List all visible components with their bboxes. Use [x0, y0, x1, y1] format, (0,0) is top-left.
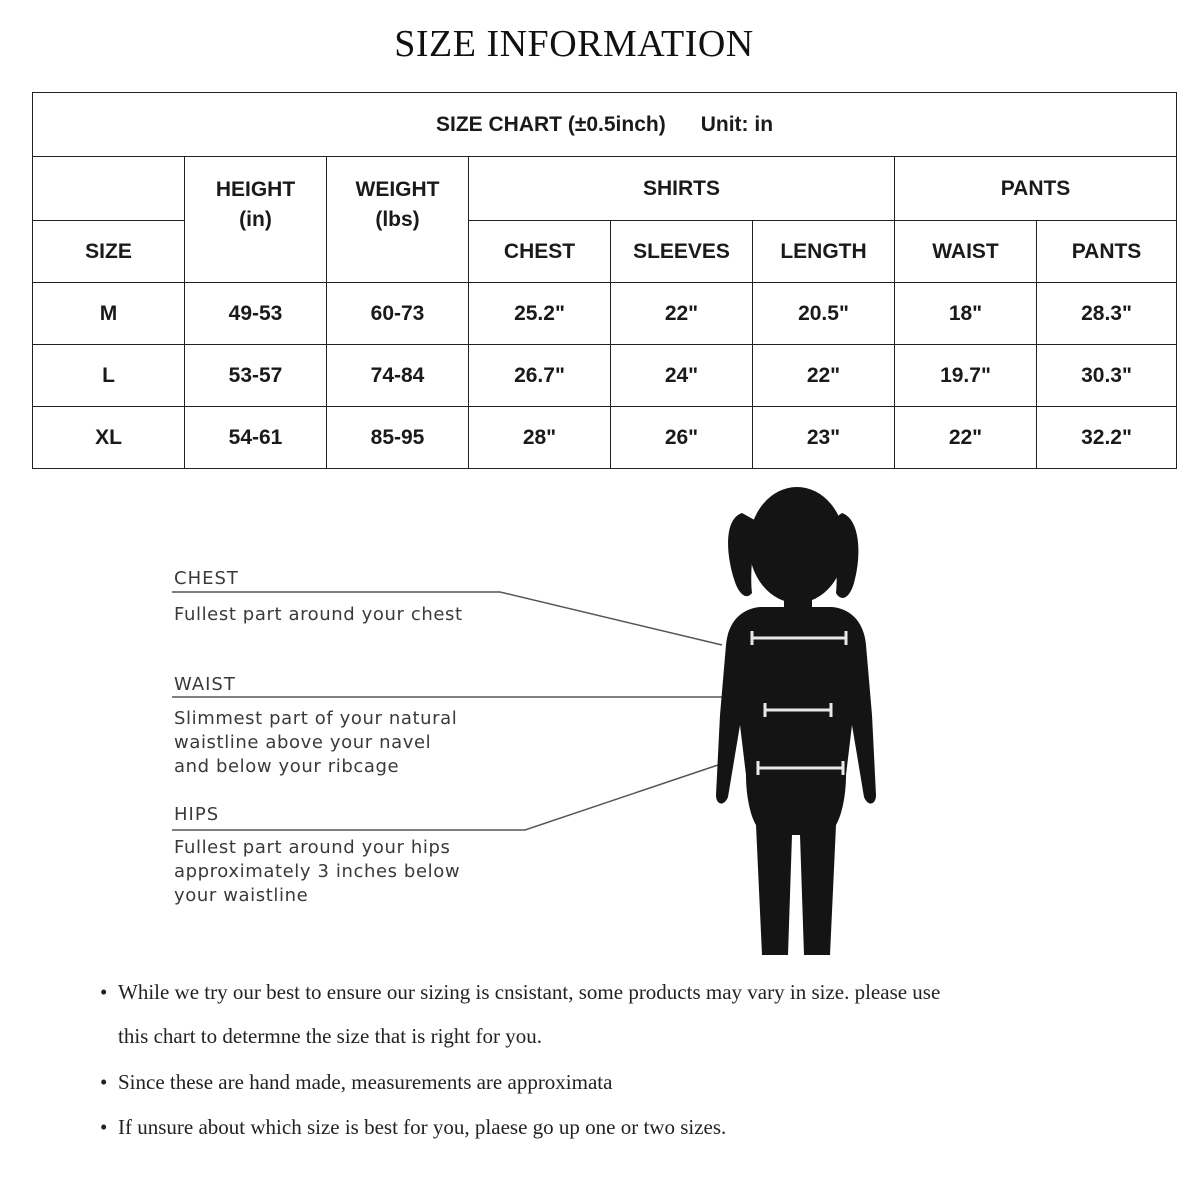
cell-chest: 26.7"	[469, 345, 611, 407]
waist-label: WAIST	[174, 674, 236, 695]
cell-weight: 85-95	[327, 407, 469, 469]
cell-waist: 18"	[895, 283, 1037, 345]
cell-pants: 30.3"	[1037, 345, 1177, 407]
table-caption-row	[33, 93, 1177, 157]
note-item-continued: this chart to determne the size that is right for you.	[118, 1024, 542, 1048]
cell-sleeves: 26"	[611, 407, 753, 469]
hips-description: Fullest part around your hips approximately 3 inches below your waistline	[174, 837, 461, 906]
page-title: SIZE INFORMATION	[394, 23, 754, 65]
cell-waist: 19.7"	[895, 345, 1037, 407]
hips-leader-line	[172, 765, 718, 830]
header-height: HEIGHT (in)	[185, 157, 327, 283]
header-sleeves: SLEEVES	[611, 221, 753, 283]
header-size: SIZE	[33, 221, 185, 283]
hips-label: HIPS	[174, 804, 220, 825]
cell-size: M	[33, 283, 185, 345]
cell-size: XL	[33, 407, 185, 469]
header-chest: CHEST	[469, 221, 611, 283]
cell-length: 23"	[753, 407, 895, 469]
cell-height: 53-57	[185, 345, 327, 407]
girl-silhouette-icon	[716, 487, 876, 955]
cell-length: 20.5"	[753, 283, 895, 345]
header-blank-cell	[33, 157, 185, 221]
header-weight: WEIGHT (lbs)	[327, 157, 469, 283]
chest-description: Fullest part around your chest	[174, 604, 463, 625]
cell-chest: 25.2"	[469, 283, 611, 345]
note-item: • While we try our best to ensure our sizing is cnsistant, some products may vary in size. please use	[100, 980, 941, 1004]
cell-height: 49-53	[185, 283, 327, 345]
waist-description: Slimmest part of your natural waistline above your navel and below your ribcage	[174, 708, 458, 777]
header-length: LENGTH	[753, 221, 895, 283]
chest-label: CHEST	[174, 568, 239, 589]
cell-waist: 22"	[895, 407, 1037, 469]
cell-size: L	[33, 345, 185, 407]
cell-weight: 74-84	[327, 345, 469, 407]
cell-chest: 28"	[469, 407, 611, 469]
size-chart-table	[32, 92, 1177, 469]
table-row	[33, 407, 1177, 469]
measurement-guide	[0, 475, 1200, 965]
note-item: • If unsure about which size is best for you, plaese go up one or two sizes.	[100, 1115, 727, 1139]
table-row	[33, 283, 1177, 345]
header-pants: PANTS	[1037, 221, 1177, 283]
child-silhouette-figure	[0, 475, 1200, 965]
cell-pants: 32.2"	[1037, 407, 1177, 469]
chest-leader-line	[172, 592, 722, 645]
cell-sleeves: 24"	[611, 345, 753, 407]
header-pants-group: PANTS	[895, 157, 1177, 221]
cell-weight: 60-73	[327, 283, 469, 345]
note-item: • Since these are hand made, measurements are approximata	[100, 1070, 613, 1094]
cell-pants: 28.3"	[1037, 283, 1177, 345]
header-waist: WAIST	[895, 221, 1037, 283]
cell-sleeves: 22"	[611, 283, 753, 345]
table-row	[33, 345, 1177, 407]
header-shirts: SHIRTS	[469, 157, 895, 221]
table-caption: SIZE CHART (±0.5inch) Unit: in	[33, 93, 1177, 157]
cell-length: 22"	[753, 345, 895, 407]
cell-height: 54-61	[185, 407, 327, 469]
table-header-row-1	[33, 157, 1177, 221]
